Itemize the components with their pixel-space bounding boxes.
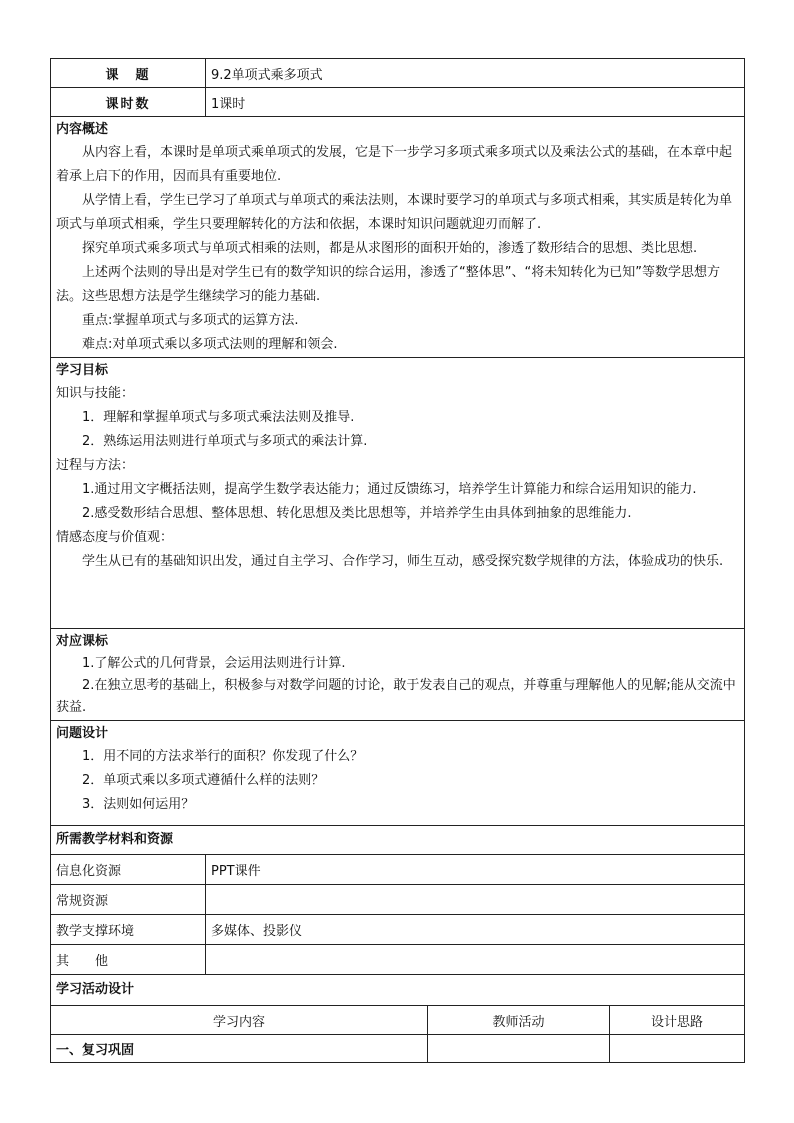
questions-section (51, 721, 745, 826)
resources-title-row (51, 826, 745, 855)
resource-row (51, 945, 745, 975)
question-item-2: 2．单项式乘以多项式遵循什么样的法则？ (82, 773, 325, 788)
standards-title: 对应课标 (56, 634, 109, 649)
resource-value (206, 885, 745, 915)
resource-label: 教学支撑环境 (51, 915, 206, 945)
goals-section (51, 358, 745, 629)
overview-title: 内容概述 (56, 122, 109, 137)
standards-section (51, 629, 745, 721)
process-item-2: 2.感受数形结合思想、整体思想、转化思想及类比思想等，并培养学生由具体到抽象的思维能力. (82, 506, 632, 521)
resource-value: 多媒体、投影仪 (206, 915, 745, 945)
hours-row (51, 88, 745, 117)
resource-label: 常规资源 (51, 885, 206, 915)
lesson-plan-table (50, 58, 745, 1063)
overview-paragraph-4: 上述两个法则的导出是对学生已有的数学知识的综合运用，渗透了“整体思”、“将未知转化为已知”等数学思想方法。这些思想方法是学生继续学习的能力基础. (56, 265, 720, 304)
overview-paragraph-1: 从内容上看，本课时是单项式乘单项式的发展，它是下一步学习多项式乘多项式以及乘法公式的基础，在本章中起着承上启下的作用，因而具有重要地位. (56, 145, 733, 184)
teacher-activity-cell (428, 1035, 610, 1063)
hours-label: 课时数 (51, 88, 206, 117)
hours-value: 1课时 (206, 88, 745, 117)
overview-paragraph-3: 探究单项式乘多项式与单项式相乘的法则，都是从求图形的面积开始的，渗透了数形结合的思想、类比思想. (82, 241, 698, 256)
activity-title-row (51, 975, 745, 1006)
column-header-design: 设计思路 (610, 1006, 745, 1035)
resources-title: 所需教学材料和资源 (56, 832, 174, 847)
standard-item-1: 1.了解公式的几何背景，会运用法则进行计算. (82, 656, 346, 671)
column-header-content: 学习内容 (51, 1006, 428, 1035)
standard-item-2: 2.在独立思考的基础上，积极参与对数学问题的讨论，敢于发表自己的观点，并尊重与理解他人的见解;能从交流中获益. (56, 678, 736, 715)
process-item-1: 1.通过用文字概括法则，提高学生数学表达能力；通过反馈练习，培养学生计算能力和综合运用知识的能力. (82, 482, 697, 497)
topic-value: 9.2单项式乘多项式 (206, 59, 745, 88)
resource-label: 信息化资源 (51, 855, 206, 885)
design-idea-cell (610, 1035, 745, 1063)
activity-title: 学习活动设计 (56, 982, 135, 997)
column-header-teacher: 教师活动 (428, 1006, 610, 1035)
resource-row (51, 915, 745, 945)
knowledge-label: 知识与技能： (56, 386, 135, 401)
questions-title: 问题设计 (56, 726, 109, 741)
goals-title: 学习目标 (56, 363, 109, 378)
question-item-1: 1．用不同的方法求举行的面积？你发现了什么？ (82, 749, 364, 764)
knowledge-item-2: 2．熟练运用法则进行单项式与多项式的乘法计算. (82, 434, 368, 449)
attitude-text: 学生从已有的基础知识出发，通过自主学习、合作学习，师生互动，感受探究数学规律的方法，体验成功的快乐. (82, 554, 724, 569)
question-item-3: 3．法则如何运用？ (82, 797, 195, 812)
activity-section-row (51, 1035, 745, 1063)
review-section-title: 一、复习巩固 (56, 1043, 135, 1058)
overview-paragraph-2: 从学情上看，学生已学习了单项式与单项式的乘法法则，本课时要学习的单项式与多项式相乘，其实质是转化为单项式与单项式相乘，学生只要理解转化的方法和依据，本课时知识问题就迎刃而解了. (56, 193, 733, 232)
overview-section (51, 117, 745, 358)
resource-value: PPT课件 (206, 855, 745, 885)
resource-value (206, 945, 745, 975)
resource-row (51, 855, 745, 885)
topic-row (51, 59, 745, 88)
resource-row (51, 885, 745, 915)
attitude-label: 情感态度与价值观： (56, 530, 174, 545)
difficult-point: 难点:对单项式乘以多项式法则的理解和领会. (82, 337, 338, 352)
key-point: 重点:掌握单项式与多项式的运算方法. (82, 313, 299, 328)
process-label: 过程与方法： (56, 458, 135, 473)
activity-header-row (51, 1006, 745, 1035)
knowledge-item-1: 1．理解和掌握单项式与多项式乘法法则及推导. (82, 410, 355, 425)
topic-label: 课 题 (51, 59, 206, 88)
resource-label: 其 他 (51, 945, 206, 975)
